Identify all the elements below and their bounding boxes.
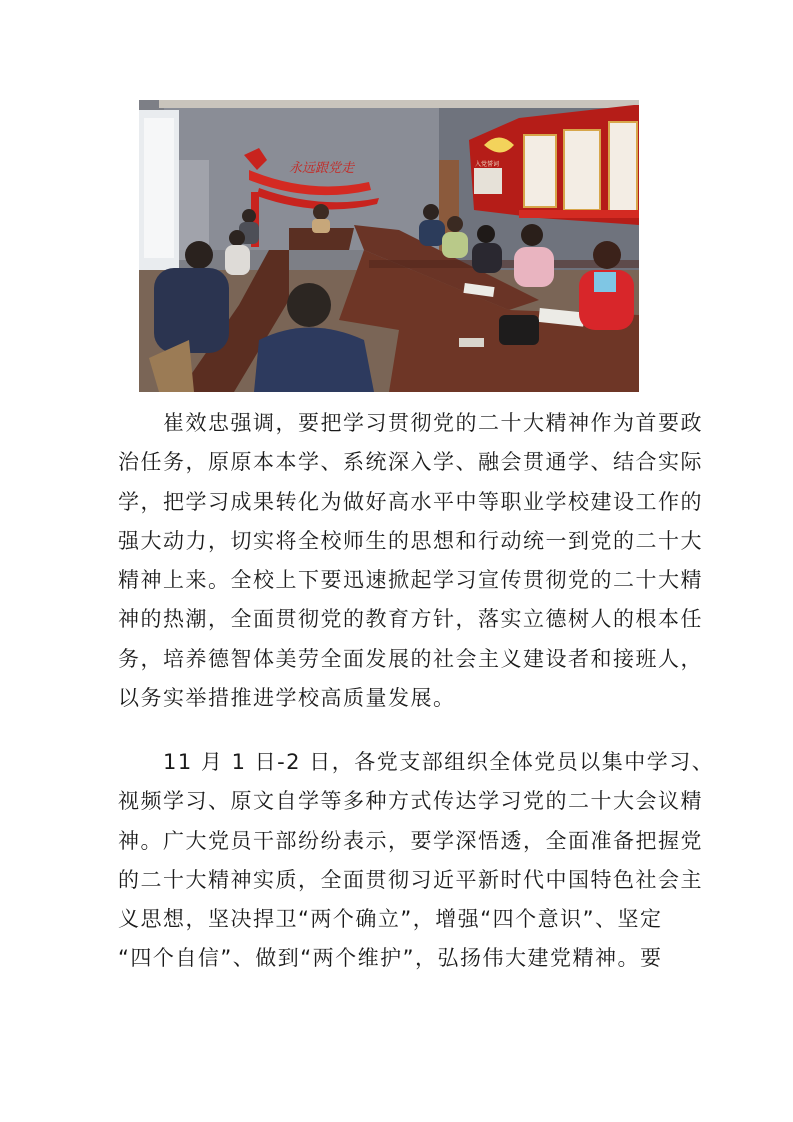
text-line: 务，培养德智体美劳全面发展的社会主义建设者和接班人， xyxy=(118,646,703,671)
paragraph-1 xyxy=(118,404,703,718)
text-line: 11 月 1 日-2 日，各党支部组织全体党员以集中学习、 xyxy=(118,750,715,774)
text-line: 神的热潮，全面贯彻党的教育方针，落实立德树人的根本任 xyxy=(118,607,703,632)
meeting-photo xyxy=(139,100,639,392)
text-line: 视频学习、原文自学等多种方式传达学习党的二十大会议精 xyxy=(118,789,703,814)
text-line: 精神上来。全校上下要迅速掀起学习宣传贯彻党的二十大精 xyxy=(118,568,703,593)
text-line: 的二十大精神实质，全面贯彻习近平新时代中国特色社会主 xyxy=(118,867,703,892)
text-line: 义思想，坚决捍卫“两个确立”，增强“四个意识”、坚定 xyxy=(118,907,663,932)
text-line: 以务实举措推进学校高质量发展。 xyxy=(118,686,456,711)
text-line: 治任务，原原本本学、系统深入学、融会贯通学、结合实际 xyxy=(118,450,703,475)
text-line: 崔效忠强调，要把学习贯彻党的二十大精神作为首要政 xyxy=(118,411,703,435)
text-line: 强大动力，切实将全校师生的思想和行动统一到党的二十大 xyxy=(118,528,703,553)
paragraph-2 xyxy=(118,743,715,979)
wall-slogan-text: 永远跟党走 xyxy=(289,161,355,176)
board-title-text: 入党誓词 xyxy=(475,161,500,168)
text-line: 神。广大党员干部纷纷表示，要学深悟透，全面准备把握党 xyxy=(118,828,703,853)
text-line: 学，把学习成果转化为做好高水平中等职业学校建设工作的 xyxy=(118,489,703,514)
text-line: “四个自信”、做到“两个维护”，弘扬伟大建党精神。要 xyxy=(118,946,663,971)
